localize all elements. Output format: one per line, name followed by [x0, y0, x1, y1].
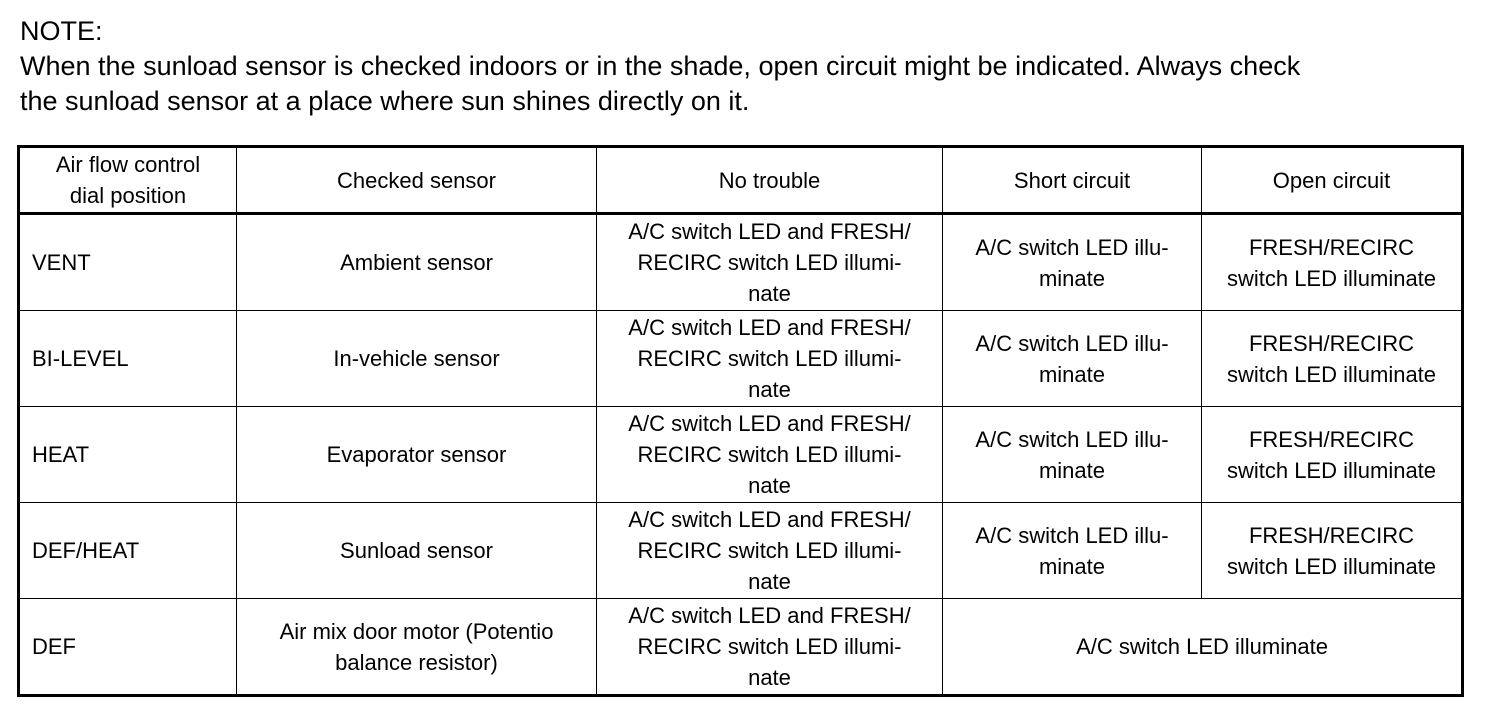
- dial-position-cell: DEF/HEAT: [19, 503, 237, 599]
- dial-position-cell: DEF: [19, 599, 237, 696]
- table-row: [19, 311, 1463, 407]
- checked-sensor-cell: Air mix door motor (Potentio balance resistor): [237, 599, 597, 696]
- header-no-trouble: No trouble: [597, 147, 943, 214]
- table-row: [19, 599, 1463, 696]
- short-circuit-cell: A/C switch LED illu- minate: [943, 503, 1202, 599]
- short-circuit-cell: A/C switch LED illu- minate: [943, 214, 1202, 311]
- checked-sensor-cell: Sunload sensor: [237, 503, 597, 599]
- table-header-row: [19, 147, 1463, 214]
- checked-sensor-cell: Evaporator sensor: [237, 407, 597, 503]
- no-trouble-cell: A/C switch LED and FRESH/ RECIRC switch LED illumi- nate: [597, 214, 943, 311]
- no-trouble-cell: A/C switch LED and FRESH/ RECIRC switch LED illumi- nate: [597, 311, 943, 407]
- note-label: NOTE:: [20, 16, 103, 46]
- checked-sensor-cell: In-vehicle sensor: [237, 311, 597, 407]
- table-row: [19, 214, 1463, 311]
- checked-sensor-cell: Ambient sensor: [237, 214, 597, 311]
- open-circuit-cell: FRESH/RECIRC switch LED illuminate: [1202, 311, 1463, 407]
- merged-fault-cell: A/C switch LED illuminate: [943, 599, 1463, 696]
- table-row: [19, 503, 1463, 599]
- header-dial-position: Air flow control dial position: [19, 147, 237, 214]
- no-trouble-cell: A/C switch LED and FRESH/ RECIRC switch LED illumi- nate: [597, 599, 943, 696]
- sensor-check-table: [17, 145, 1464, 697]
- note-text-line-2: the sunload sensor at a place where sun shines directly on it.: [20, 86, 750, 116]
- dial-position-cell: VENT: [19, 214, 237, 311]
- no-trouble-cell: A/C switch LED and FRESH/ RECIRC switch LED illumi- nate: [597, 503, 943, 599]
- header-open-circuit: Open circuit: [1202, 147, 1463, 214]
- short-circuit-cell: A/C switch LED illu- minate: [943, 407, 1202, 503]
- header-short-circuit: Short circuit: [943, 147, 1202, 214]
- dial-position-cell: HEAT: [19, 407, 237, 503]
- note-text-line-1: When the sunload sensor is checked indoors or in the shade, open circuit might be indicated. Always check: [20, 51, 1301, 81]
- header-checked-sensor: Checked sensor: [237, 147, 597, 214]
- table-row: [19, 407, 1463, 503]
- open-circuit-cell: FRESH/RECIRC switch LED illuminate: [1202, 503, 1463, 599]
- open-circuit-cell: FRESH/RECIRC switch LED illuminate: [1202, 407, 1463, 503]
- open-circuit-cell: FRESH/RECIRC switch LED illuminate: [1202, 214, 1463, 311]
- note-block: [20, 14, 1300, 119]
- no-trouble-cell: A/C switch LED and FRESH/ RECIRC switch LED illumi- nate: [597, 407, 943, 503]
- dial-position-cell: BI-LEVEL: [19, 311, 237, 407]
- short-circuit-cell: A/C switch LED illu- minate: [943, 311, 1202, 407]
